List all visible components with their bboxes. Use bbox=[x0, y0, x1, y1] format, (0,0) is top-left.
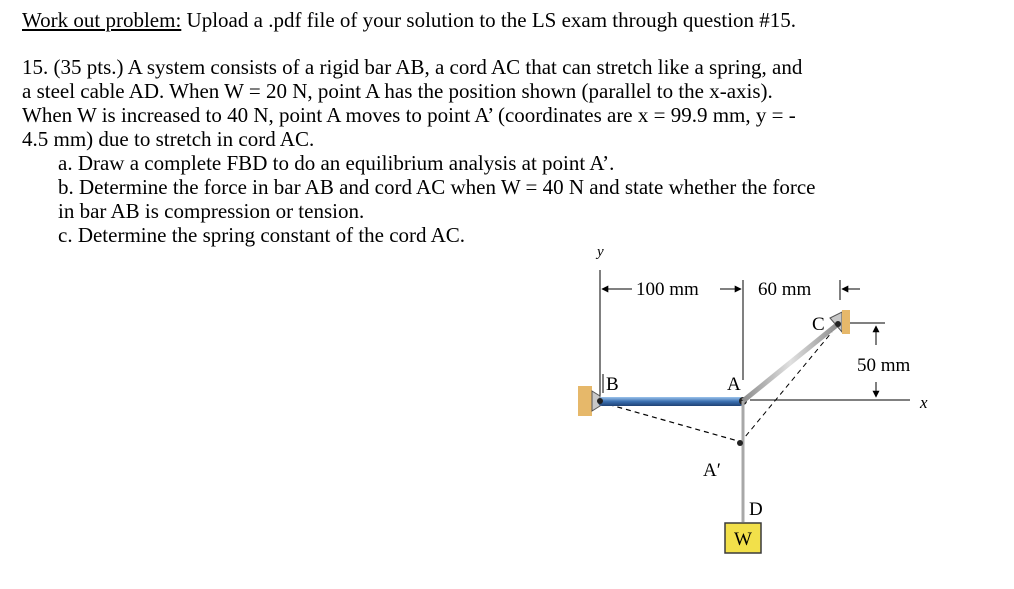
label-a-prime: A′ bbox=[703, 460, 721, 481]
heading bbox=[22, 8, 796, 32]
label-a: A bbox=[727, 374, 741, 395]
cord-a-prime-c-dashed bbox=[740, 332, 832, 443]
heading-label: Work out problem: bbox=[22, 8, 182, 32]
dim-ac-vertical-label: 50 mm bbox=[857, 355, 911, 376]
system-diagram bbox=[560, 240, 960, 570]
wall-support-b bbox=[578, 386, 592, 416]
part-b-continued: in bar AB is compression or tension. bbox=[58, 199, 365, 223]
dim-ab-label: 100 mm bbox=[636, 279, 699, 300]
part-b: b. Determine the force in bar AB and cord AC when W = 40 N and state whether the force bbox=[58, 175, 816, 199]
label-c: C bbox=[812, 314, 825, 335]
label-b: B bbox=[606, 374, 619, 395]
problem-line-3: When W is increased to 40 N, point A moves to point A’ (coordinates are x = 99.9 mm, y = - bbox=[22, 103, 796, 127]
y-axis-label: y bbox=[597, 244, 604, 260]
point-a-prime-dot bbox=[737, 440, 743, 446]
pin-b bbox=[597, 398, 603, 404]
x-axis-label: x bbox=[920, 393, 928, 412]
weight-label: W bbox=[734, 529, 752, 550]
cord-ac bbox=[743, 324, 838, 401]
deflected-bar-dashed bbox=[600, 402, 738, 441]
pin-c bbox=[835, 321, 841, 327]
label-d: D bbox=[749, 499, 763, 520]
part-c: c. Determine the spring constant of the cord AC. bbox=[58, 223, 466, 247]
problem-line-4: 4.5 mm) due to stretch in cord AC. bbox=[22, 127, 315, 151]
wall-support-c bbox=[842, 310, 850, 334]
rigid-bar-ab bbox=[598, 397, 744, 406]
dim-ac-horizontal-label: 60 mm bbox=[758, 279, 812, 300]
problem-line-2: a steel cable AD. When W = 20 N, point A has the position shown (parallel to the x-axis). bbox=[22, 79, 773, 103]
heading-text: Upload a .pdf file of your solution to the LS exam through question #15. bbox=[181, 8, 797, 32]
part-a: a. Draw a complete FBD to do an equilibrium analysis at point A’. bbox=[58, 151, 615, 175]
problem-line-1: 15. (35 pts.) A system consists of a rigid bar AB, a cord AC that can stretch like a spring, and bbox=[22, 55, 803, 79]
diagram-svg bbox=[560, 240, 960, 570]
